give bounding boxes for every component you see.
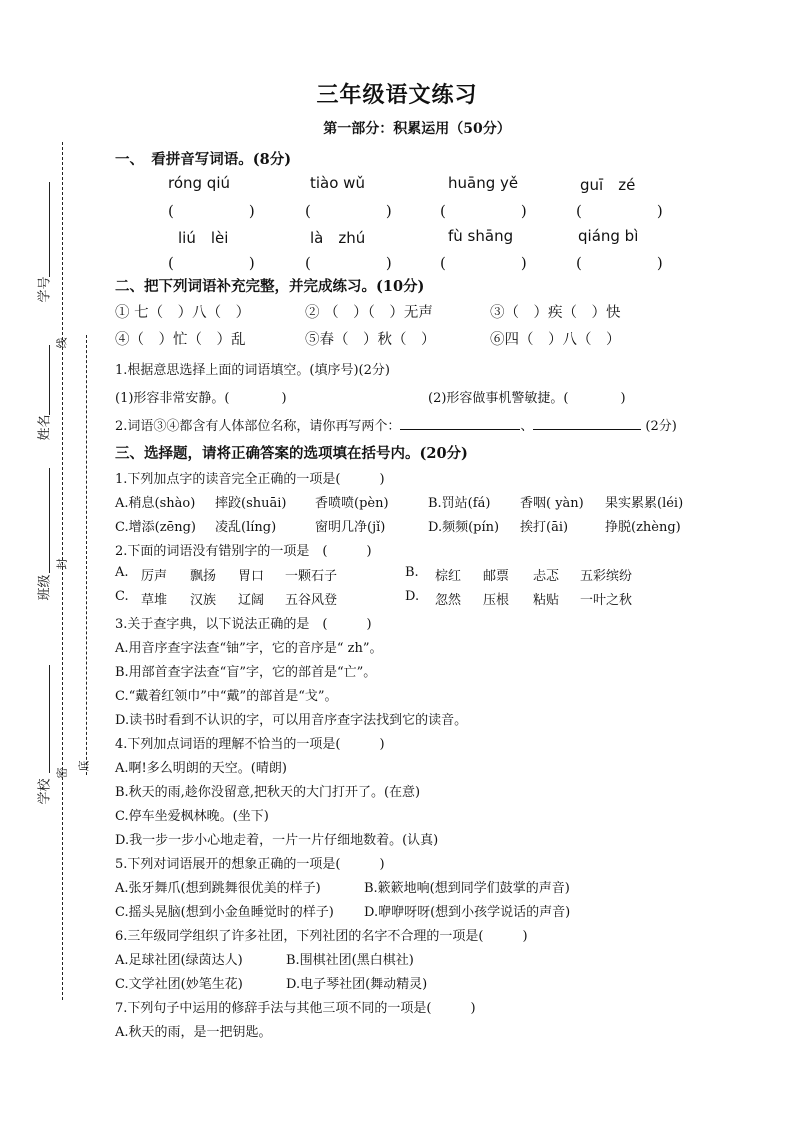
s3-q7-option-a[interactable]: A.秋天的雨，是一把钥匙。 [115,1025,272,1040]
s3-q5-option-b[interactable]: B.簌簌地响(想到同学们鼓掌的声音) [364,881,570,896]
s3-q4: 4.下列加点词语的理解不恰当的一项是( ) [115,737,385,752]
s3-q4-option-d[interactable]: D.我一步一步小心地走着，一片一片仔细地数着。(认真) [115,833,439,848]
q2-d-word-3: 粘贴 [533,593,560,608]
option-a-item-1[interactable]: A.稍息(shào) [115,496,196,511]
school-label: 学校 [37,778,53,805]
s3-q5-option-a[interactable]: A.张牙舞爪(想到跳舞很优美的样子) [115,881,321,896]
q2-b-word-3: 忐忑 [533,569,560,584]
q2-b-word-4: 五彩缤纷 [580,569,633,584]
pinyin-8: qiáng bì [578,227,639,245]
s3-q7: 7.下列句子中运用的修辞手法与其他三项不同的一项是( ) [115,1001,476,1016]
idiom-1[interactable]: ① 七（ ）八（ ） [115,305,251,321]
s3-q6-option-a[interactable]: A.足球社团(绿茵达人) [115,953,243,968]
answer-blank-8[interactable]: ( ) [576,254,663,272]
student-id-label: 学号 [37,276,53,303]
pinyin-5: liú lèi [178,229,229,247]
name-label: 姓名 [37,414,53,441]
s2-question-2 [115,415,677,434]
s3-q3-option-d[interactable]: D.读书时看到不认识的字，可以用音序查字法找到它的读音。 [115,713,468,728]
page-title: 三年级语文练习 [316,82,478,108]
q2-c-word-4: 五谷风登 [285,593,338,608]
s3-q5-option-d[interactable]: D.咿咿呀呀(想到小孩学说话的声音) [364,905,571,920]
option-a-item-2: 摔跤(shuāi) [215,496,287,511]
q2-a-word-2: 飘扬 [190,569,217,584]
idiom-4[interactable]: ④（ ）忙（ ）乱 [115,332,246,348]
q2-a-word-3: 胃口 [238,569,265,584]
answer-blank-2[interactable]: ( ) [305,202,392,220]
pinyin-3: huāng yě [448,174,519,192]
s3-q3-option-a[interactable]: A.用音序查字法查“铀”字，它的音序是“ zh”。 [115,641,383,656]
mark-bottom: 底 [77,760,91,772]
option-b-item-1[interactable]: B.罚站(fá) [428,496,491,511]
binding-dashed-line-outer [62,142,63,1000]
answer-line-1[interactable] [400,416,520,430]
section-2-heading: 二、把下列词语补充完整，并完成练习。(10分) [115,278,425,295]
s3-q3-option-c[interactable]: C.“戴着红领巾”中“戴”的部首是“戈”。 [115,689,338,704]
binding-dashed-line-inner [86,335,87,775]
option-d-item-1[interactable]: D.频频(pín) [428,520,500,535]
q2-c-word-2: 汉族 [190,593,217,608]
option-b-item-3: 果实累累(léi) [605,496,684,511]
s2-question-2-sep: 、 [520,419,534,434]
answer-blank-4[interactable]: ( ) [576,202,663,220]
option-c-item-1[interactable]: C.增添(zēng) [115,520,196,535]
q2-option-d-letter[interactable]: D. [405,589,420,604]
mark-line: 线 [55,337,69,349]
option-d-item-2: 挨打(āi) [520,520,569,535]
answer-blank-5[interactable]: ( ) [168,254,255,272]
answer-blank-3[interactable]: ( ) [440,202,527,220]
idiom-5[interactable]: ⑤春（ ）秋（ ） [305,332,436,348]
s3-q1: 1.下列加点字的读音完全正确的一项是( ) [115,472,385,487]
pinyin-2: tiào wǔ [310,174,365,192]
q2-d-word-4: 一叶之秋 [580,593,633,608]
q2-c-word-3: 辽阔 [238,593,265,608]
option-c-item-2: 凌乱(líng) [215,520,277,535]
class-underline [49,468,50,573]
s3-q6-option-b[interactable]: B.围棋社团(黑白棋社) [286,953,414,968]
s3-q3-option-b[interactable]: B.用部首查字法查“盲”字，它的部首是“亡”。 [115,665,377,680]
s2-question-1: 1.根据意思选择上面的词语填空。(填序号)(2分) [115,363,390,378]
school-underline [49,665,50,773]
answer-blank-6[interactable]: ( ) [305,254,392,272]
s2-question-2-prefix: 2.词语③④都含有人体部位名称，请你再写两个： [115,419,401,434]
q2-option-a-letter[interactable]: A. [115,565,129,580]
option-c-item-3: 窗明几净(jǐ) [315,520,386,535]
option-d-item-3: 挣脱(zhèng) [605,520,681,535]
s3-q4-option-b[interactable]: B.秋天的雨,趁你没留意,把秋天的大门打开了。(在意) [115,785,421,800]
s2-question-2-suffix: (2分) [645,419,677,434]
answer-blank-7[interactable]: ( ) [440,254,527,272]
answer-line-2[interactable] [533,416,641,430]
pinyin-6: là zhú [310,229,366,247]
name-underline [49,345,50,415]
s3-q4-option-a[interactable]: A.啊!多么明朗的天空。(晴朗) [115,761,287,776]
pinyin-7: fù shāng [448,227,514,245]
idiom-3[interactable]: ③（ ）疾（ ）快 [490,305,621,321]
s3-q2: 2.下面的词语没有错别字的一项是 ( ) [115,544,372,559]
q2-option-b-letter[interactable]: B. [405,565,419,580]
q2-d-word-2: 压根 [483,593,510,608]
pinyin-4: guī zé [580,176,636,194]
pinyin-1: róng qiú [168,174,231,192]
option-b-item-2: 香咽( yàn) [520,496,584,511]
s3-q6-option-d[interactable]: D.电子琴社团(舞动精灵) [286,977,428,992]
class-label: 班级 [37,574,53,601]
q2-a-word-4: 一颗石子 [285,569,338,584]
q2-d-word-1: 忽然 [435,593,462,608]
s3-q6-option-c[interactable]: C.文学社团(妙笔生花) [115,977,243,992]
part-one-heading: 第一部分：积累运用（50分） [323,121,511,137]
q2-b-word-2: 邮票 [483,569,510,584]
s3-q5-option-c[interactable]: C.摇头晃脑(想到小金鱼睡觉时的样子) [115,905,334,920]
q2-a-word-1: 厉声 [141,569,168,584]
q2-c-word-1: 草堆 [141,593,168,608]
student-id-underline [49,182,50,277]
option-a-item-3: 香喷喷(pèn) [315,496,389,511]
q2-b-word-1: 棕红 [435,569,462,584]
s3-q6: 6.三年级同学组织了许多社团，下列社团的名字不合理的一项是( ) [115,929,528,944]
mark-seal: 封 [55,558,69,570]
s2-question-1a[interactable]: (1)形容非常安静。( ) [115,391,287,406]
s3-q5: 5.下列对词语展开的想象正确的一项是( ) [115,857,385,872]
q2-option-c-letter[interactable]: C. [115,589,129,604]
idiom-6[interactable]: ⑥四（ ）八（ ） [490,332,621,348]
answer-blank-1[interactable]: ( ) [168,202,255,220]
idiom-2[interactable]: ② （ ）（ ）无声 [305,305,433,321]
s3-q4-option-c[interactable]: C.停车坐爱枫林晚。(坐下) [115,809,269,824]
mark-secret: 密 [55,767,69,779]
section-3-heading: 三、选择题，请将正确答案的选项填在括号内。(20分) [115,445,468,462]
section-1-heading: 一、 看拼音写词语。(8分) [115,151,292,168]
s2-question-1b[interactable]: (2)形容做事机警敏捷。( ) [428,391,626,406]
s3-q3: 3.关于查字典，以下说法正确的是 ( ) [115,617,372,632]
